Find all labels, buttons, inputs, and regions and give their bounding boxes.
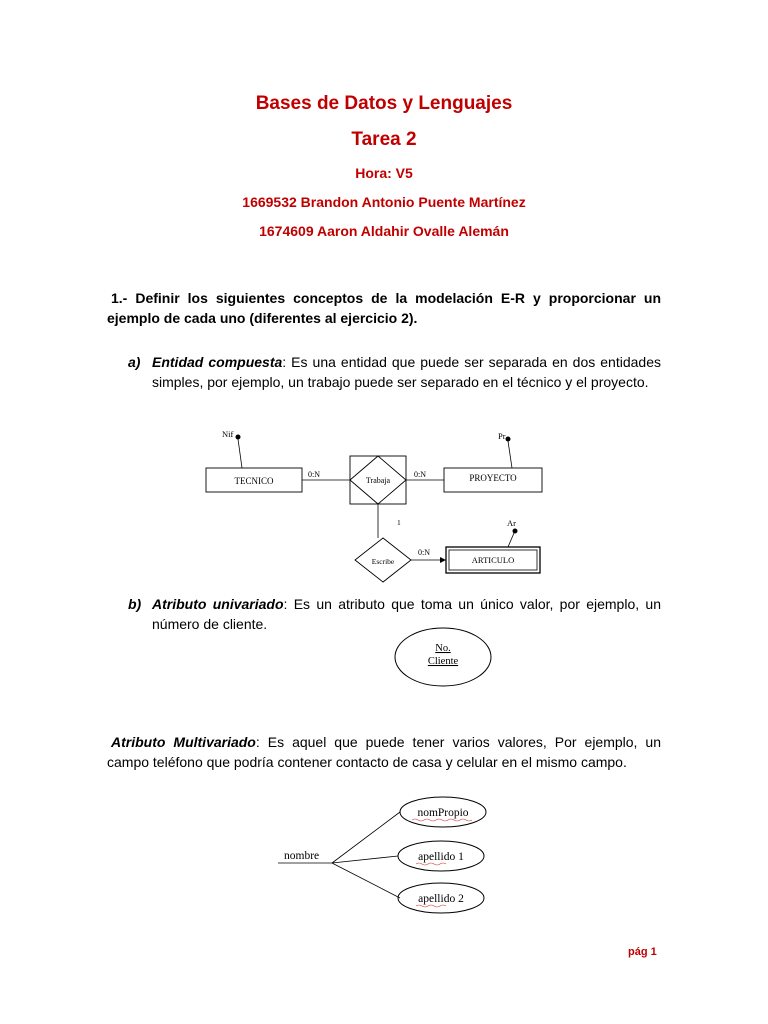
- attr-no-cliente-line2: Cliente: [427, 656, 459, 667]
- attr-ar-dot: [513, 529, 518, 534]
- item-c-definition: : Es aquel que puede tener varios valores, Por ejemplo, un campo teléfono que podría contener contacto de casa y celular en el mismo campo.: [107, 734, 662, 770]
- attr-nompropio-label: nomPropio: [417, 807, 469, 819]
- question-text: 1.- Definir los siguientes conceptos de la modelación E-R y proporcionar un ejemplo de cada uno (diferentes al ejercicio 2).: [107, 290, 661, 326]
- item-b-definition: : Es un atributo que toma un único valor, por ejemplo, un número de cliente.: [152, 596, 661, 632]
- page-number: pág 1: [628, 946, 657, 958]
- entity-proyecto-label: PROYECTO: [469, 473, 517, 483]
- card-right: 0:N: [414, 470, 426, 479]
- entity-articulo-label: ARTICULO: [471, 555, 515, 565]
- entity-tecnico-label: TECNICO: [234, 476, 274, 486]
- item-c-term: Atributo Multivariado: [111, 734, 256, 750]
- student-one: 1669532 Brandon Antonio Puente Martínez: [242, 194, 526, 210]
- item-b-marker: b): [128, 596, 142, 612]
- attr-nif-label: Nif: [222, 429, 234, 439]
- card-bottom: 0:N: [418, 548, 430, 557]
- attr-ar-label: Ar: [507, 518, 516, 528]
- attr-nombre-label: nombre: [284, 850, 320, 862]
- hour-label: Hora: V5: [355, 165, 413, 181]
- item-a-term: Entidad compuesta: [152, 354, 283, 370]
- item-a-definition: : Es una entidad que puede ser separada en dos entidades simples, por ejemplo, un trabajo puede ser separado en el técnico y el proyecto.: [152, 354, 661, 390]
- item-a-marker: a): [128, 354, 141, 370]
- card-one: 1: [397, 518, 401, 527]
- attr-no-cliente-line1: No.: [435, 643, 451, 654]
- attr-nif-dot: [236, 435, 241, 440]
- item-a-paragraph: [152, 353, 661, 392]
- attr-pr-dot: [506, 437, 511, 442]
- univariado-diagram: [392, 626, 494, 688]
- student-two: 1674609 Aaron Aldahir Ovalle Alemán: [259, 223, 509, 239]
- attr-apellido1-label: apellido 1: [418, 851, 464, 863]
- item-c-paragraph: [107, 733, 661, 772]
- relation-escribe-label: Escribe: [371, 557, 395, 566]
- course-title: Bases de Datos y Lenguajes: [255, 93, 513, 114]
- er-diagram: [190, 420, 560, 590]
- attr-apellido2-label: apellido 2: [418, 893, 464, 905]
- assignment-title: Tarea 2: [351, 129, 417, 150]
- multivariado-diagram: [276, 790, 496, 920]
- item-b-term: Atributo univariado: [152, 596, 284, 612]
- card-left: 0:N: [308, 470, 320, 479]
- relation-trabaja-label: Trabaja: [365, 476, 391, 485]
- attr-pr-label: Pr: [498, 431, 506, 441]
